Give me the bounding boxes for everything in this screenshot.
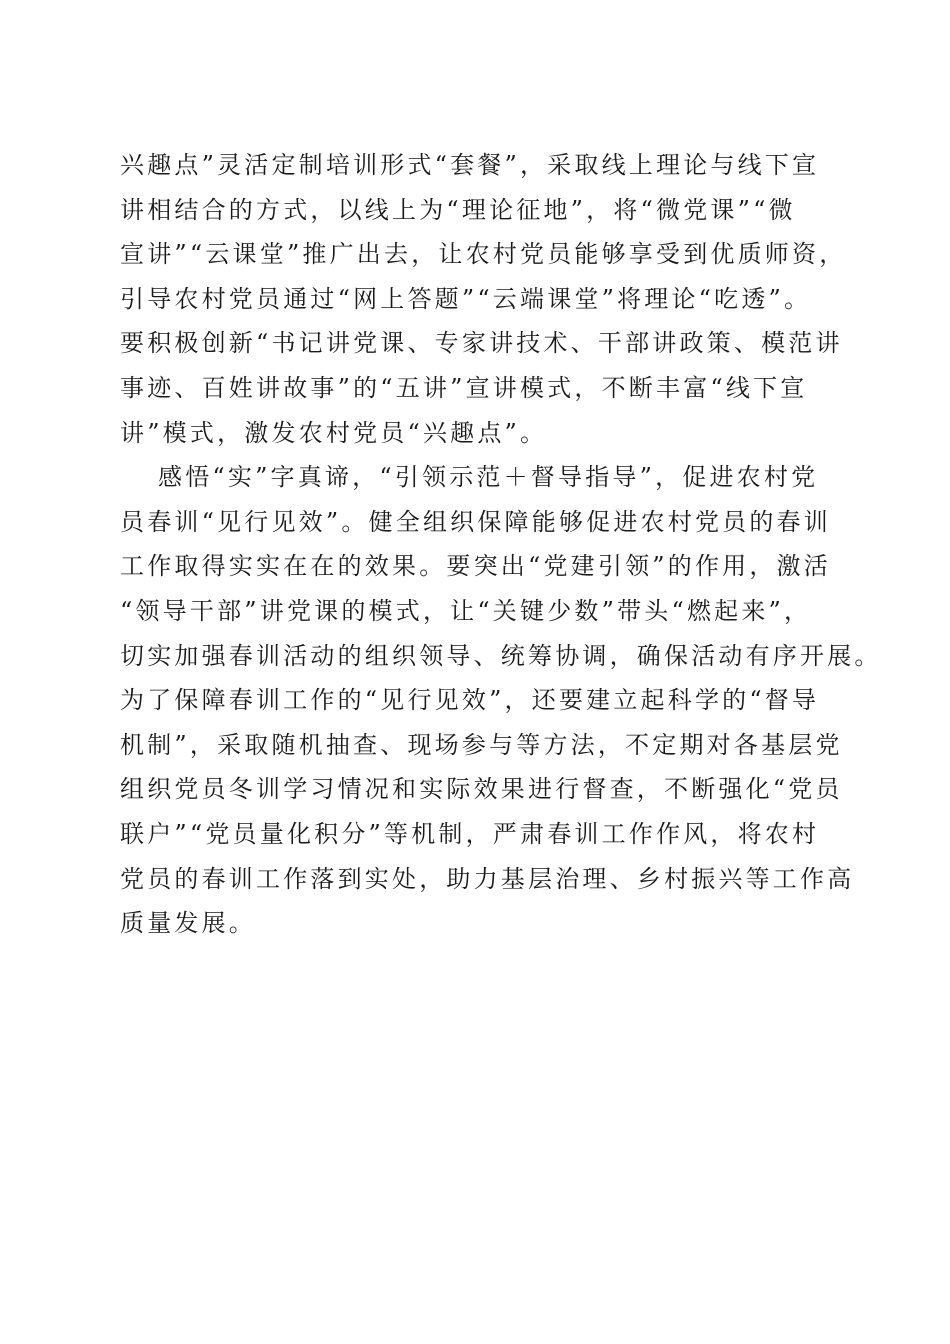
paragraph-line: 为了保障春训工作的“见行见效”，还要建立起科学的“督导 <box>120 686 820 715</box>
body-text <box>120 143 882 946</box>
paragraph-line: 引导农村党员通过“网上答题”“云端课堂”将理论“吃透”。 <box>120 284 812 313</box>
paragraph-line: 联户”“党员量化积分”等机制，严肃春训工作作风，将农村 <box>120 819 820 848</box>
paragraph-line: 兴趣点”灵活定制培训形式“套餐”，采取线上理论与线下宣 <box>120 151 820 179</box>
paragraph-line: 党员的春训工作落到实处，助力基层治理、乡村振兴等工作高 <box>120 864 855 893</box>
paragraph-1 <box>120 143 847 455</box>
paragraph-line: 讲相结合的方式，以线上为“理论征地”，将“微党课”“微 <box>120 195 796 224</box>
paragraph-line: 质量发展。 <box>120 909 256 938</box>
paragraph-line: 员春训“见行见效”。健全组织保障能够促进农村党员的春训 <box>120 507 831 536</box>
paragraph-line: 要积极创新“书记讲党课、专家讲技术、干部讲政策、模范讲 <box>120 329 843 358</box>
paragraph-line: 事迹、百姓讲故事”的“五讲”宣讲模式，不断丰富“线下宣 <box>120 373 808 402</box>
paragraph-first-line: 感悟“实”字真谛，“引领示范＋督导指导”，促进农村党 <box>158 463 819 492</box>
paragraph-line: 工作取得实实在在的效果。要突出“党建引领”的作用，激活 <box>120 552 831 581</box>
paragraph-line: “领导干部”讲党课的模式，让“关键少数”带头“燃起来”， <box>120 596 812 625</box>
paragraph-line: 切实加强春训活动的组织领导、统筹协调，确保活动有序开展。 <box>120 641 882 670</box>
paragraph-line: 机制”，采取随机抽查、现场参与等方法，不定期对各基层党 <box>120 730 843 759</box>
paragraph-line: 宣讲”“云课堂”推广出去，让农村党员能够享受到优质师资， <box>120 240 847 269</box>
paragraph-2 <box>120 455 882 946</box>
paragraph-line: 组织党员冬训学习情况和实际效果进行督查，不断强化“党员 <box>120 775 843 804</box>
paragraph-line: 讲”模式，激发农村党员“兴趣点”。 <box>120 418 548 447</box>
